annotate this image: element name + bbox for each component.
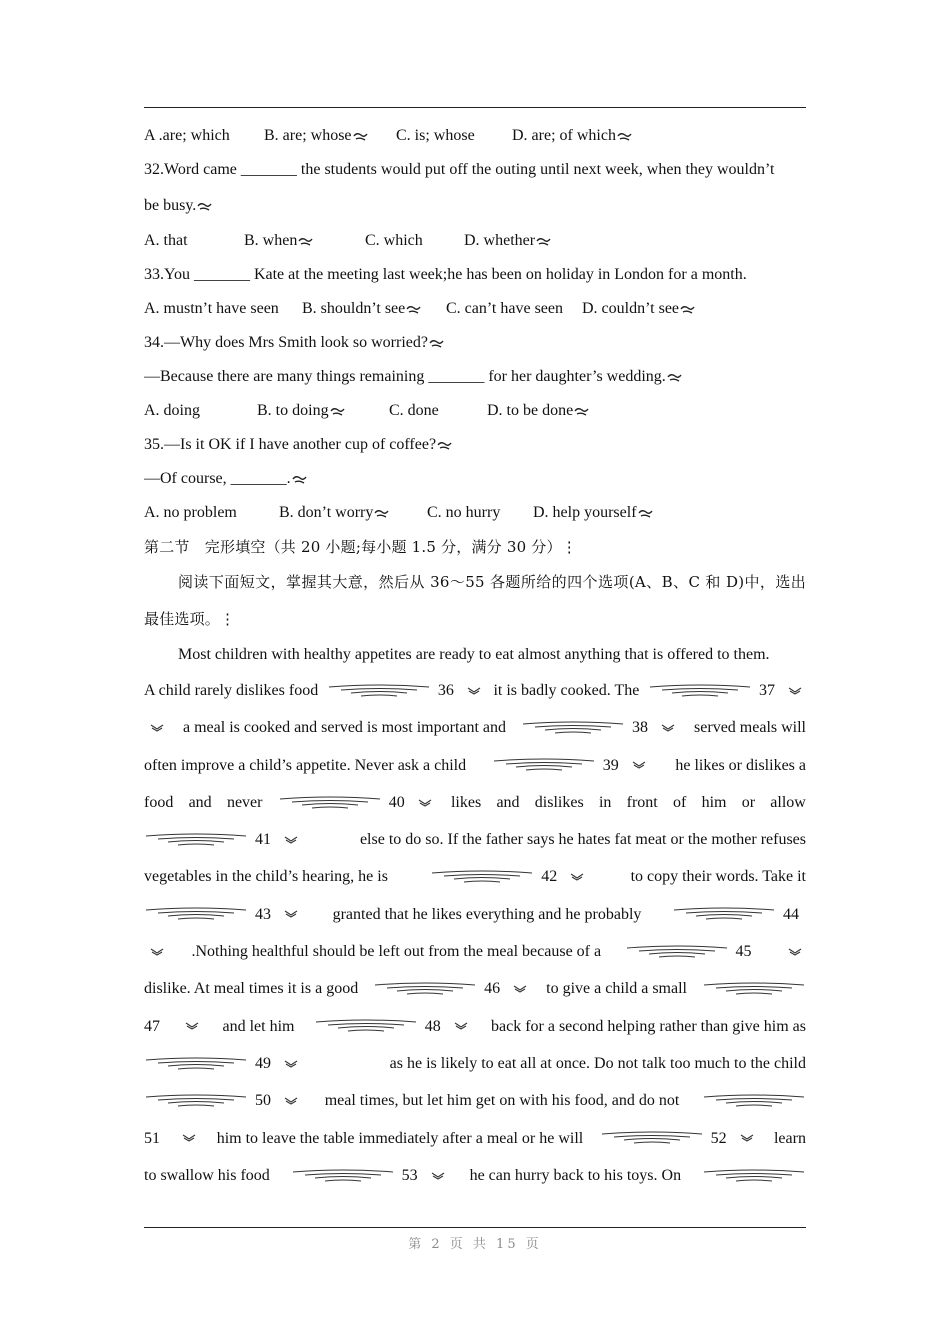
chevron-mark-icon	[284, 836, 298, 844]
passage-text: allow	[770, 793, 806, 811]
chevron-mark-icon	[788, 687, 802, 695]
q34-stem-continued: —Because there are many things remaining _______ for her daughter’s wedding.	[144, 360, 806, 394]
chevron-mark-icon	[418, 799, 432, 807]
blank-number: 37	[758, 682, 775, 699]
blank-number: 46	[484, 980, 501, 998]
passage-text: 47	[144, 1017, 160, 1035]
answer-blank[interactable]	[492, 758, 596, 772]
passage-text: he likes or dislikes a	[675, 756, 806, 774]
option-d: D. are; of which	[512, 119, 632, 153]
blank-number: 53	[401, 1166, 418, 1184]
passage-text: vegetables in the child’s hearing, he is	[144, 868, 388, 886]
passage-text: him to leave the table immediately after a meal or he will	[216, 1129, 584, 1147]
answer-blank[interactable]	[278, 796, 382, 810]
answer-blank[interactable]	[144, 907, 248, 921]
q34-options	[144, 394, 806, 428]
cloze-blank	[702, 1082, 806, 1119]
passage-text: A child rarely dislikes food	[144, 682, 319, 699]
q34-stem: 34.—Why does Mrs Smith look so worried?	[144, 326, 806, 360]
passage-line	[144, 1157, 806, 1194]
passage-text: likes	[450, 793, 482, 811]
cloze-blank	[144, 1045, 302, 1082]
answer-blank[interactable]	[672, 907, 776, 921]
option-c: C. which	[365, 232, 423, 249]
q35-stem: 35.—Is it OK if I have another cup of coffee?	[144, 428, 806, 462]
blank-number: 42	[541, 868, 558, 886]
passage-text: learn	[773, 1129, 806, 1147]
passage-text: he can hurry back to his toys. On	[469, 1166, 682, 1184]
passage-text: a meal is cooked and served is most important and	[183, 719, 507, 737]
option-c: C. no hurry	[427, 504, 501, 521]
section-heading: 第二节 完形填空（共 20 小题;每小题 1.5 分，满分 30 分）⋮	[144, 538, 577, 556]
edit-mark-icon	[429, 338, 444, 348]
answer-blank[interactable]	[144, 1057, 248, 1071]
answer-blank[interactable]	[291, 1169, 395, 1183]
edit-mark-icon	[353, 131, 368, 141]
cloze-blank	[600, 1120, 758, 1157]
edit-mark-icon	[197, 201, 212, 211]
header-rule	[144, 107, 806, 108]
passage-text: never	[226, 793, 263, 811]
answer-blank[interactable]	[430, 870, 534, 884]
option-a: A. no problem	[144, 504, 237, 521]
passage-text: .Nothing healthful should be left out from the meal because of a	[191, 943, 602, 961]
cloze-blank	[278, 784, 436, 821]
blank-number: 50	[255, 1092, 271, 1110]
chevron-mark-icon	[467, 687, 481, 695]
option-a: A. mustn’t have seen	[144, 300, 279, 317]
answer-blank[interactable]	[625, 945, 729, 959]
edit-mark-icon	[292, 474, 307, 484]
passage-line	[144, 970, 806, 1007]
q32-stem: 32.Word came _______ the students would put off the outing until next week, when they wouldn’t	[144, 161, 775, 178]
passage-line	[144, 858, 806, 895]
chevron-mark	[179, 1008, 203, 1045]
cloze-blank	[492, 747, 650, 784]
cloze-blank	[144, 1082, 302, 1119]
chevron-mark-icon	[150, 724, 164, 732]
chevron-mark-icon	[788, 948, 802, 956]
passage-text: else to do so. If the father says he hates fat meat or the mother refuses	[359, 831, 806, 849]
passage-text: in	[598, 793, 612, 811]
cloze-blank	[430, 858, 588, 895]
section-instruction: 阅读下面短文，掌握其大意，然后从 36～55 各题所给的四个选项(A、B、C 和 D)中，选出最佳选项。⋮	[144, 573, 806, 628]
passage-text: front	[626, 793, 658, 811]
option-b: B. are; whose	[264, 119, 396, 153]
option-c: C. done	[389, 402, 439, 419]
edit-mark-icon	[330, 406, 345, 416]
chevron-mark-icon	[632, 761, 646, 769]
q31-options	[144, 119, 806, 153]
blank-number: 39	[602, 756, 619, 774]
option-d: D. couldn’t see	[582, 292, 695, 326]
blank-number: 41	[255, 831, 271, 849]
chevron-mark	[144, 933, 168, 970]
cloze-blank	[327, 672, 485, 709]
answer-blank[interactable]	[648, 684, 752, 698]
edit-mark-icon	[617, 131, 632, 141]
passage-text: as he is likely to eat all at once. Do not talk too much to the child	[389, 1054, 806, 1072]
q35-options	[144, 496, 806, 530]
cloze-blank	[672, 896, 806, 933]
answer-blank[interactable]	[702, 982, 806, 996]
passage-first-line: Most children with healthy appetites are ready to eat almost anything that is offered to them.	[178, 646, 770, 663]
passage-text: or	[741, 793, 756, 811]
passage-text: and let him	[222, 1017, 295, 1035]
blank-number: 40	[388, 793, 405, 811]
passage-line	[144, 933, 806, 970]
passage-line	[144, 821, 806, 858]
footer-rule	[144, 1227, 806, 1228]
answer-blank[interactable]	[600, 1131, 704, 1145]
blank-number: 52	[710, 1129, 727, 1147]
edit-mark-icon	[374, 508, 389, 518]
passage-line	[144, 709, 806, 746]
chevron-mark	[144, 709, 168, 746]
answer-blank[interactable]	[702, 1169, 806, 1183]
cloze-blank	[521, 709, 679, 746]
cloze-blank	[291, 1157, 449, 1194]
blank-number: 43	[255, 905, 271, 923]
chevron-mark-icon	[661, 724, 675, 732]
chevron-mark-icon	[454, 1022, 468, 1030]
option-b: B. to doing	[257, 394, 389, 428]
blank-number: 44	[782, 905, 799, 923]
cloze-blank	[314, 1008, 472, 1045]
answer-blank[interactable]	[144, 833, 248, 847]
blank-number: 36	[437, 682, 454, 699]
passage-text: dislike. At meal times it is a good	[144, 980, 359, 998]
cloze-blank	[702, 970, 806, 1007]
chevron-mark-icon	[182, 1134, 196, 1142]
passage-text: dislikes	[534, 793, 584, 811]
cloze-blank	[625, 933, 759, 970]
passage-body	[144, 672, 806, 1194]
chevron-mark-icon	[740, 1134, 754, 1142]
passage-line	[144, 747, 806, 784]
passage-text: to give a child a small	[546, 980, 687, 998]
page-number: 第 2 页 共 15 页	[408, 1237, 542, 1252]
blank-number: 49	[255, 1054, 271, 1072]
q32-stem-continued: be busy.	[144, 187, 806, 224]
q33-options	[144, 292, 806, 326]
cloze-blank	[702, 1157, 806, 1194]
edit-mark-icon	[298, 236, 313, 246]
answer-blank[interactable]	[373, 982, 477, 996]
edit-mark-icon	[638, 508, 653, 518]
passage-line	[144, 784, 806, 821]
passage-line	[144, 1120, 806, 1157]
chevron-mark-icon	[185, 1022, 199, 1030]
edit-mark-icon	[667, 372, 682, 382]
passage-line	[144, 672, 806, 709]
option-d: D. to be done	[487, 394, 589, 428]
passage-text: meal times, but let him get on with his food, and do not	[324, 1092, 680, 1110]
chevron-mark	[176, 1120, 200, 1157]
passage-text: often improve a child’s appetite. Never ask a child	[144, 756, 467, 774]
cloze-blank	[373, 970, 531, 1007]
page-content	[144, 119, 806, 1194]
option-a: A. doing	[144, 402, 200, 419]
answer-blank[interactable]	[521, 721, 625, 735]
q32-options	[144, 224, 806, 258]
option-d: D. help yourself	[533, 496, 653, 530]
option-b: B. don’t worry	[279, 496, 427, 530]
chevron-mark	[782, 933, 806, 970]
option-c: C. can’t have seen	[446, 300, 563, 317]
blank-number: 45	[735, 943, 752, 961]
passage-line	[144, 896, 806, 933]
passage-text: to copy their words. Take it	[630, 868, 806, 886]
passage-line	[144, 1045, 806, 1082]
chevron-mark-icon	[284, 1060, 298, 1068]
passage-text: and	[496, 793, 520, 811]
answer-blank[interactable]	[144, 1094, 248, 1108]
passage-text: him	[701, 793, 727, 811]
passage-text: of	[673, 793, 687, 811]
cloze-blank	[648, 672, 806, 709]
option-a: A. that	[144, 232, 188, 249]
answer-blank[interactable]	[327, 684, 431, 698]
q33-stem: 33.You _______ Kate at the meeting last week;he has been on holiday in London for a month.	[144, 266, 747, 283]
chevron-mark-icon	[284, 910, 298, 918]
cloze-blank	[144, 896, 302, 933]
option-c: C. is; whose	[396, 127, 475, 144]
blank-number: 38	[632, 719, 649, 737]
passage-text: food	[144, 793, 174, 811]
answer-blank[interactable]	[702, 1094, 806, 1108]
edit-mark-icon	[574, 406, 589, 416]
passage-text: served meals will	[694, 719, 806, 737]
passage-text: back for a second helping rather than give him as	[490, 1017, 806, 1035]
blank-number: 48	[424, 1017, 441, 1035]
chevron-mark-icon	[284, 1097, 298, 1105]
edit-mark-icon	[437, 440, 452, 450]
chevron-mark-icon	[570, 873, 584, 881]
edit-mark-icon	[680, 304, 695, 314]
option-b: B. when	[244, 224, 365, 258]
passage-text: 51	[144, 1129, 160, 1147]
passage-line	[144, 1082, 806, 1119]
chevron-mark-icon	[150, 948, 164, 956]
passage-text: to swallow his food	[144, 1166, 270, 1184]
option-b: B. shouldn’t see	[302, 292, 446, 326]
answer-blank[interactable]	[314, 1019, 418, 1033]
passage-text: granted that he likes everything and he probably	[332, 905, 642, 923]
option-a: A .are; which	[144, 127, 230, 144]
passage-line	[144, 1008, 806, 1045]
passage-text: it is badly cooked. The	[493, 682, 640, 699]
q35-stem-continued: —Of course, _______.	[144, 462, 806, 496]
edit-mark-icon	[406, 304, 421, 314]
chevron-mark-icon	[431, 1172, 445, 1180]
cloze-blank	[144, 821, 302, 858]
passage-text: and	[188, 793, 212, 811]
option-d: D. whether	[464, 224, 551, 258]
chevron-mark-icon	[513, 985, 527, 993]
edit-mark-icon	[536, 236, 551, 246]
